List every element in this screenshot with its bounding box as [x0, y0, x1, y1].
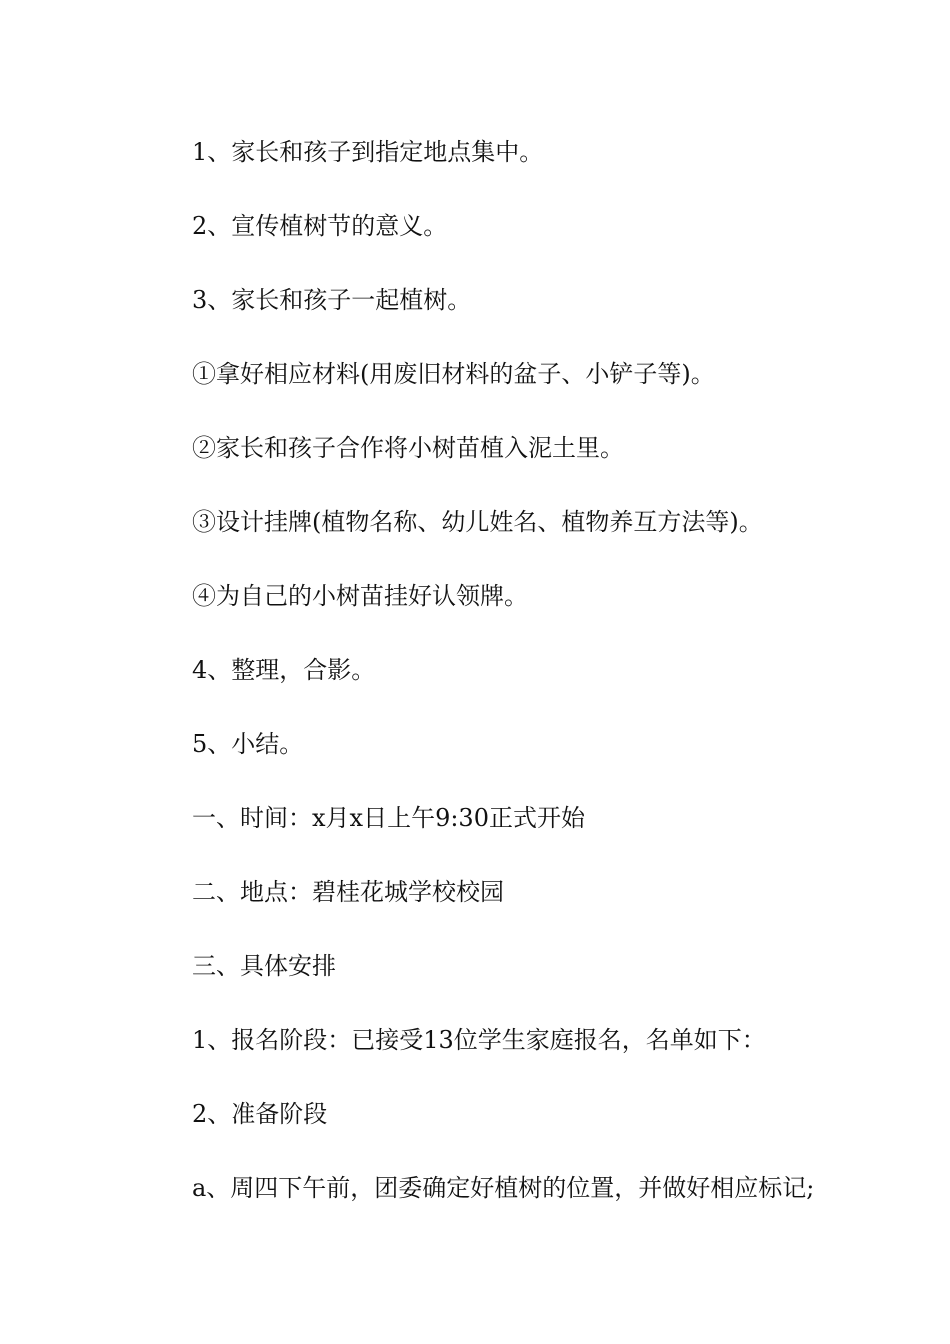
- step-4-photo: 4、整理，合影。: [192, 656, 376, 684]
- step-1-gather: 1、家长和孩子到指定地点集中。: [192, 138, 544, 166]
- arrangement-registration: 1、报名阶段：已接受13位学生家庭报名，名单如下：: [192, 1026, 766, 1054]
- substep-1-materials: ①拿好相应材料(用废旧材料的盆子、小铲子等)。: [192, 360, 715, 388]
- arrangement-preparation: 2、准备阶段: [192, 1100, 328, 1128]
- substep-2-planting: ②家长和孩子合作将小树苗植入泥土里。: [192, 434, 624, 462]
- step-2-publicize: 2、宣传植树节的意义。: [192, 212, 448, 240]
- step-5-summary: 5、小结。: [192, 730, 304, 758]
- substep-4-hang-tag: ④为自己的小树苗挂好认领牌。: [192, 582, 528, 610]
- section-arrangement-heading: 三、具体安排: [192, 952, 336, 980]
- step-3-plant-together: 3、家长和孩子一起植树。: [192, 286, 472, 314]
- section-location: 二、地点：碧桂花城学校校园: [192, 878, 504, 906]
- substep-3-tag-design: ③设计挂牌(植物名称、幼儿姓名、植物养互方法等)。: [192, 508, 763, 536]
- preparation-item-a: a、周四下午前，团委确定好植树的位置，并做好相应标记;: [192, 1174, 815, 1202]
- section-time: 一、时间：x月x日上午9:30正式开始: [192, 804, 585, 832]
